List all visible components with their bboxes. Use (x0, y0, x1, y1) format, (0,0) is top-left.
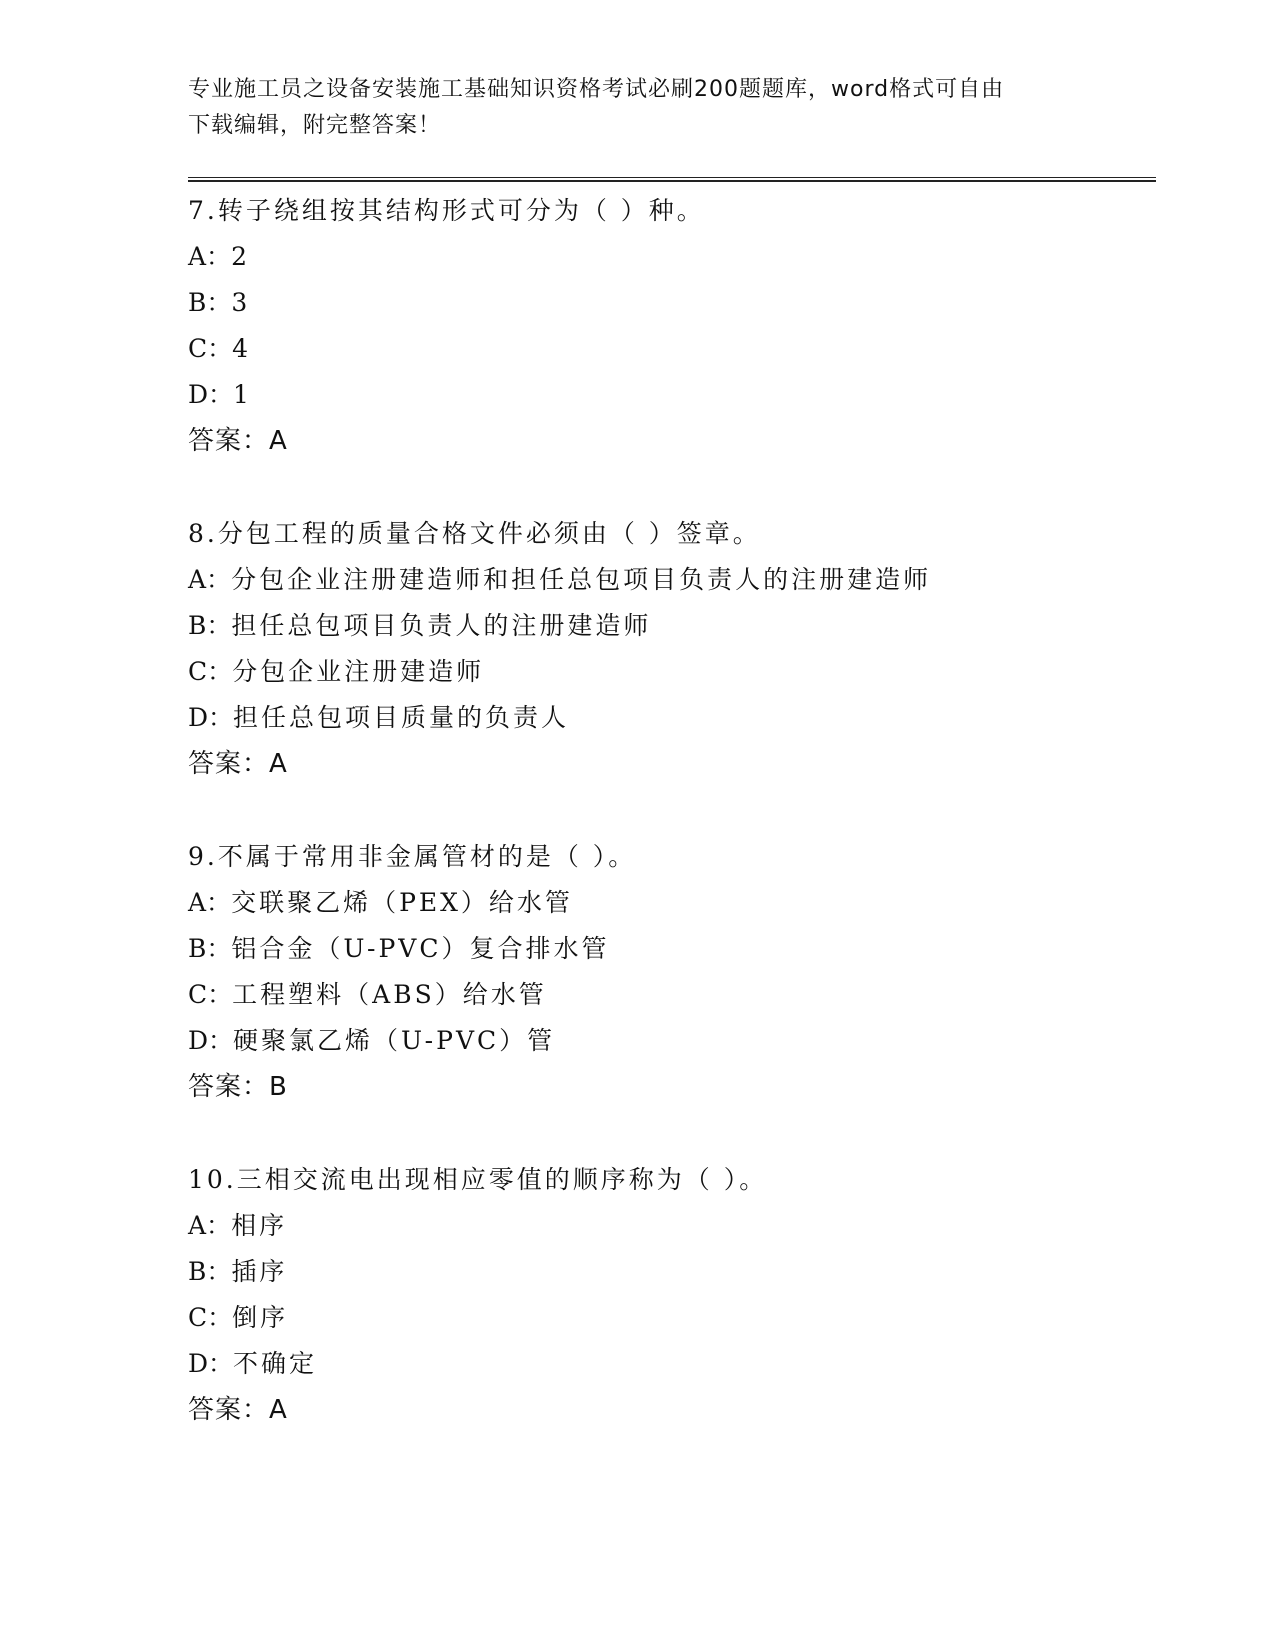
option-c (188, 326, 1156, 372)
question-9 (188, 834, 1156, 1110)
option-text: 2 (231, 242, 250, 271)
document-header (188, 72, 1088, 144)
option-text: 倒序 (232, 1303, 289, 1332)
option-b (188, 603, 1156, 649)
option-text: 分包企业注册建造师 (232, 657, 485, 686)
option-label: A： (188, 242, 232, 271)
option-b (188, 926, 1156, 972)
option-text: 交联聚乙烯（PEX）给水管 (231, 888, 573, 917)
question-stem: 8.分包工程的质量合格文件必须由（ ）签章。 (188, 519, 761, 548)
option-label: B： (188, 1257, 232, 1286)
option-text: 4 (232, 334, 252, 363)
option-label: A： (188, 565, 232, 594)
option-a (188, 1203, 1156, 1249)
question-10 (188, 1157, 1156, 1433)
option-text: 插序 (231, 1257, 288, 1286)
answer-line: 答案：A (188, 749, 288, 779)
option-text: 1 (233, 380, 252, 409)
option-label: A： (188, 1211, 232, 1240)
option-label: A： (188, 888, 232, 917)
question-stem: 10.三相交流电出现相应零值的顺序称为（ ）。 (188, 1165, 768, 1194)
option-text: 担任总包项目负责人的注册建造师 (231, 611, 652, 640)
option-label: C： (188, 1303, 233, 1332)
option-c (188, 1295, 1156, 1341)
option-text: 3 (231, 288, 251, 317)
question-stem: 7.转子绕组按其结构形式可分为（ ）种。 (188, 196, 705, 225)
option-b (188, 1249, 1156, 1295)
option-label: D： (188, 380, 234, 409)
option-a (188, 234, 1156, 280)
option-d (188, 695, 1156, 741)
option-text: 不确定 (233, 1349, 318, 1378)
header-line-1: 专业施工员之设备安装施工基础知识资格考试必刷200题题库，word格式可自由 (188, 77, 1005, 102)
option-text: 硬聚氯乙烯（U-PVC）管 (233, 1026, 556, 1055)
option-text: 铝合金（U-PVC）复合排水管 (231, 934, 610, 963)
option-d (188, 1341, 1156, 1387)
option-label: D： (188, 1026, 234, 1055)
option-text: 工程塑料（ABS）给水管 (232, 980, 547, 1009)
option-label: D： (188, 703, 234, 732)
option-b (188, 280, 1156, 326)
option-a (188, 557, 1156, 603)
question-list (188, 188, 1156, 1480)
answer-line: 答案：A (188, 426, 288, 456)
question-stem: 9.不属于常用非金属管材的是（ ）。 (188, 842, 637, 871)
option-label: C： (188, 334, 233, 363)
option-label: B： (188, 611, 232, 640)
option-label: C： (188, 657, 233, 686)
option-text: 分包企业注册建造师和担任总包项目负责人的注册建造师 (231, 565, 932, 594)
header-line-2: 下载编辑，附完整答案！ (188, 113, 442, 138)
question-7 (188, 188, 1156, 464)
question-8 (188, 511, 1156, 787)
option-a (188, 880, 1156, 926)
double-rule-divider (188, 177, 1156, 182)
option-label: B： (188, 288, 232, 317)
option-text: 担任总包项目质量的负责人 (233, 703, 570, 732)
option-label: D： (188, 1349, 234, 1378)
option-d (188, 372, 1156, 418)
option-d (188, 1018, 1156, 1064)
option-c (188, 972, 1156, 1018)
option-c (188, 649, 1156, 695)
option-label: B： (188, 934, 232, 963)
option-label: C： (188, 980, 233, 1009)
option-text: 相序 (231, 1211, 288, 1240)
answer-line: 答案：A (188, 1395, 288, 1425)
answer-line: 答案：B (188, 1072, 288, 1102)
